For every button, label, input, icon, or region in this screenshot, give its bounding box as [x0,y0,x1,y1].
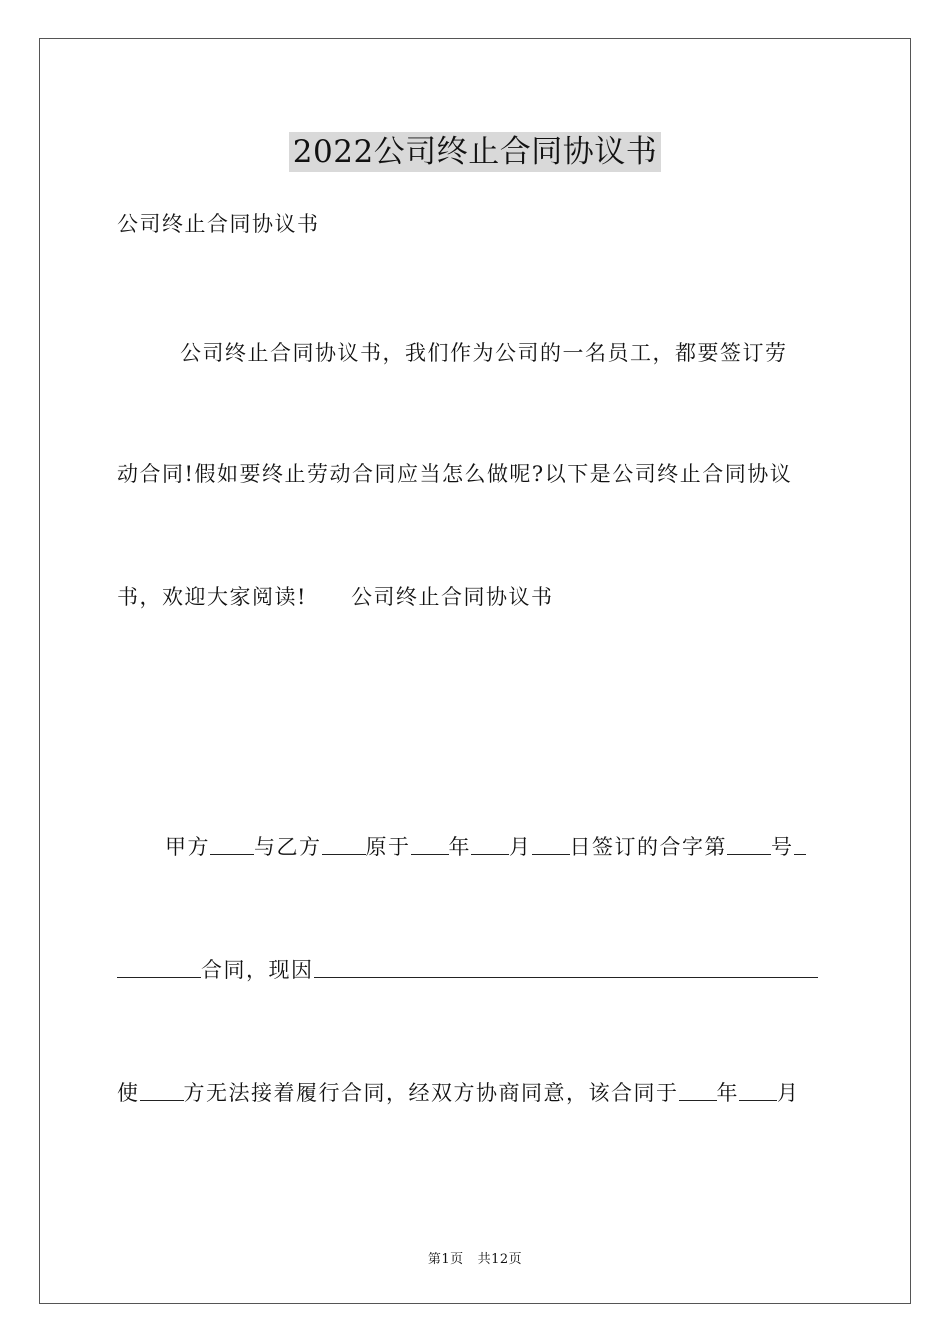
intro-line-3-text: 书，欢迎大家阅读! [117,585,307,609]
label-party-b: 与乙方 [254,835,322,859]
blank-month [471,833,509,855]
blank-year [411,833,449,855]
subtitle-line: 公司终止合同协议书 [117,212,320,236]
label-originally: 原于 [365,835,411,859]
contract-line-2 [117,955,837,985]
page-footer [0,1248,950,1267]
contract-line-3 [117,1078,837,1108]
blank-day [532,833,570,855]
label-unable: 方无法接着履行合同，经双方协商同意，该合同于 [183,1081,679,1105]
label-make: 使 [117,1081,140,1105]
blank-contract-type [117,956,201,978]
label-signed: 日签订的合字第 [569,835,727,859]
label-year-2: 年 [716,1081,739,1105]
blank-trailing [794,833,806,855]
page-total: 共12页 [477,1252,523,1267]
document-title [0,126,950,171]
label-month-2: 月 [777,1081,800,1105]
intro-line-3 [117,582,837,612]
blank-party [140,1079,184,1101]
blank-contract-no [727,833,771,855]
blank-end-year [679,1079,717,1101]
intro-line-2: 动合同!假如要终止劳动合同应当怎么做呢?以下是公司终止合同协议 [117,462,793,486]
page-number: 第1页 [427,1252,464,1267]
intro-line-1: 公司终止合同协议书，我们作为公司的一名员工，都要签订劳 [180,341,788,365]
title-text: 2022公司终止合同协议书 [289,132,661,172]
label-party-a: 甲方 [165,835,210,859]
blank-reason [314,956,818,978]
label-month: 月 [509,835,532,859]
intro-line-3-heading: 公司终止合同协议书 [350,585,554,609]
label-contract-reason: 合同，现因 [201,958,314,982]
blank-party-a [210,833,254,855]
blank-party-b [322,833,366,855]
label-number: 号 [771,835,794,859]
label-year: 年 [448,835,471,859]
contract-line-1 [165,832,837,862]
blank-end-month [739,1079,777,1101]
